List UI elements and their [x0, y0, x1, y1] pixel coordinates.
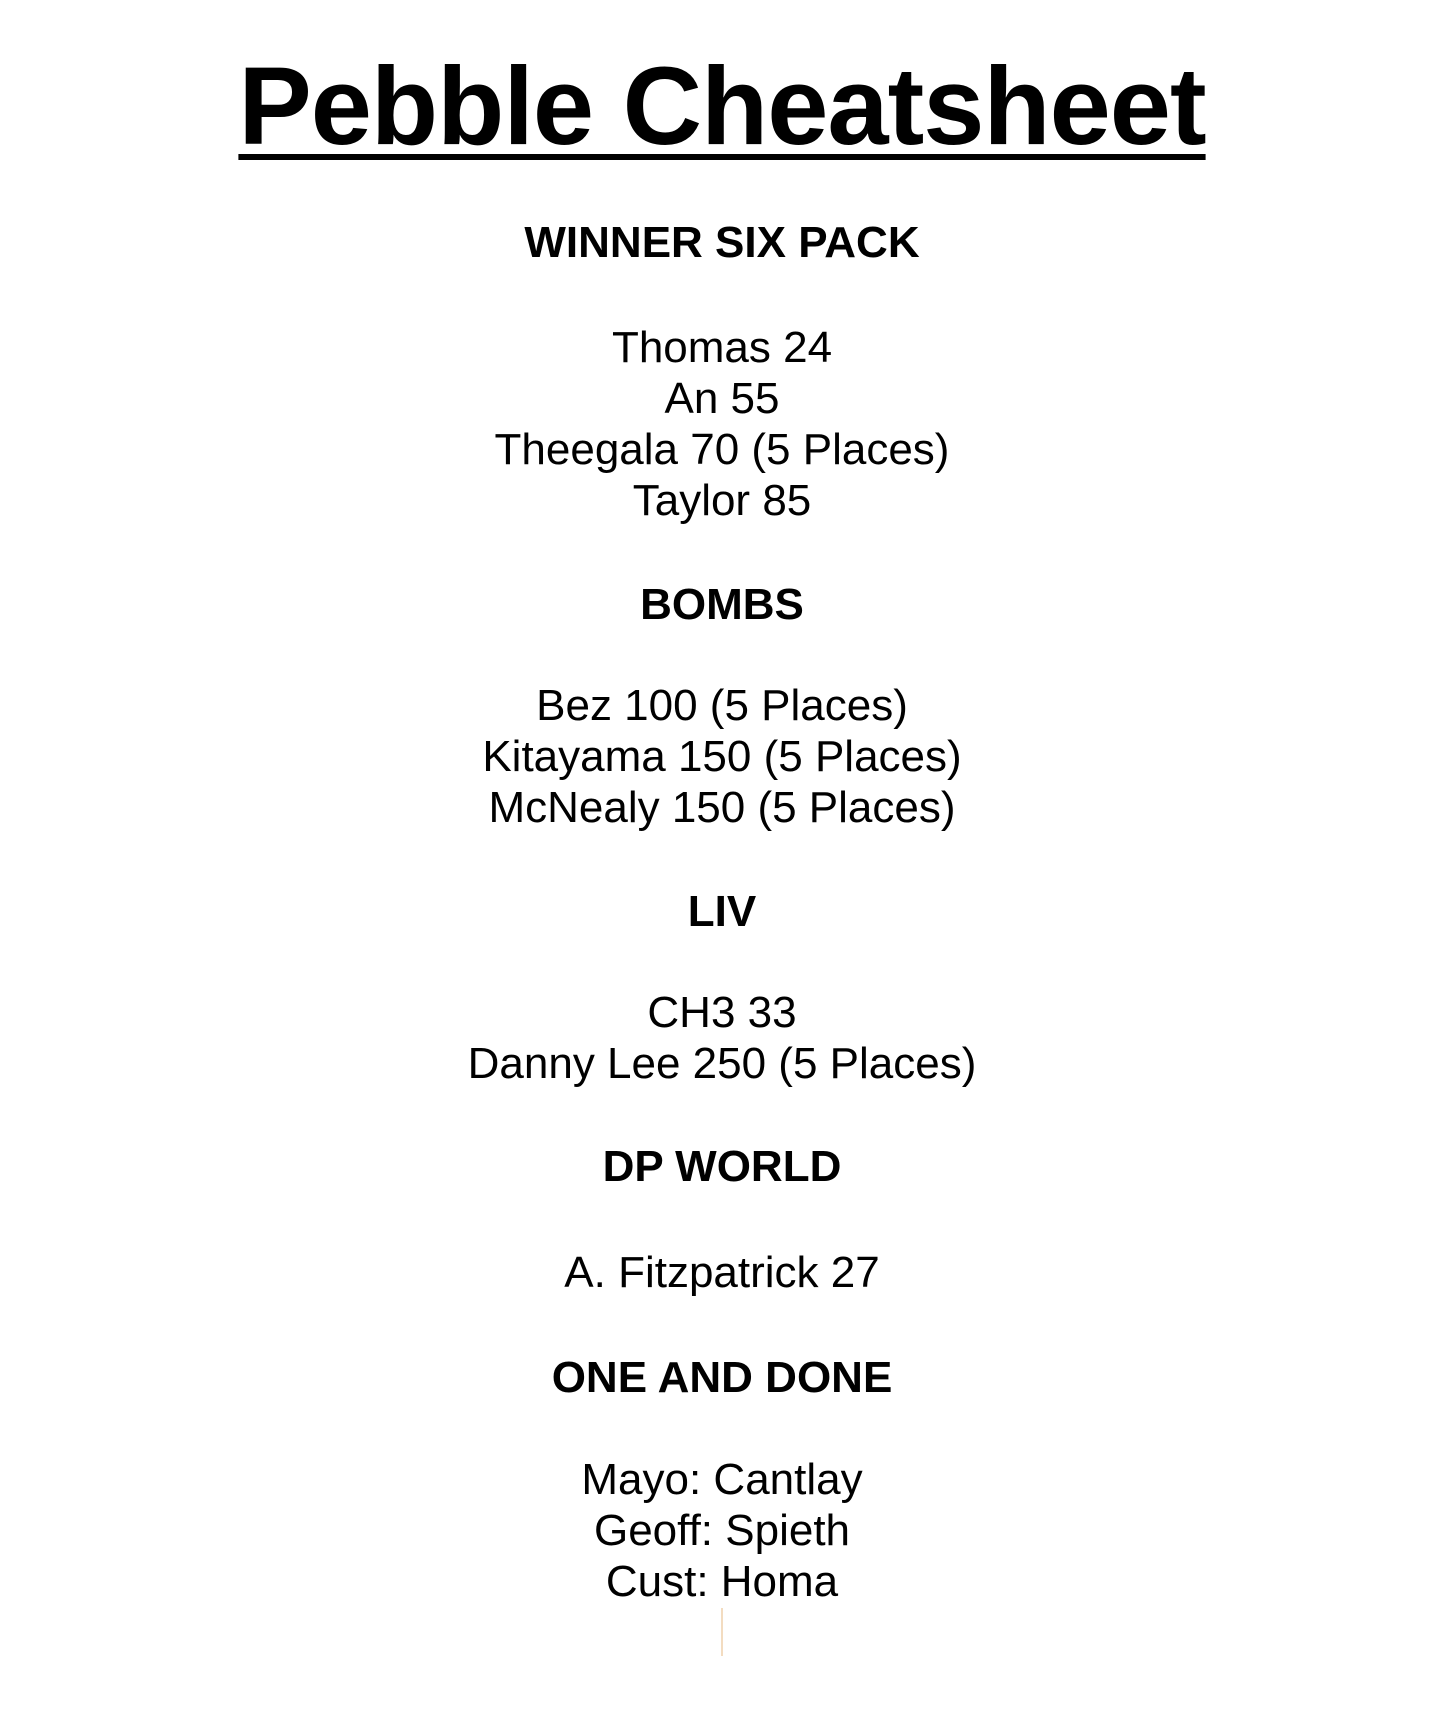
list-item: Theegala 70 (5 Places) [494, 425, 950, 474]
section-list-winner-six-pack [0, 322, 1444, 526]
section-list-liv [0, 987, 1444, 1089]
list-item: Mayo: Cantlay [581, 1455, 863, 1504]
section-heading-one-and-done: ONE AND DONE [551, 1353, 893, 1402]
list-item: CH3 33 [647, 988, 797, 1037]
page-title-text: Pebble Cheatsheet [238, 45, 1206, 168]
list-item: Bez 100 (5 Places) [536, 681, 908, 730]
list-item: Kitayama 150 (5 Places) [482, 732, 962, 781]
text-cursor [721, 1608, 723, 1656]
list-item: A. Fitzpatrick 27 [564, 1248, 880, 1297]
list-item: McNealy 150 (5 Places) [488, 783, 956, 832]
section-list-one-and-done [0, 1454, 1444, 1607]
section-list-bombs [0, 680, 1444, 833]
list-item: Cust: Homa [605, 1557, 839, 1606]
section-list-dp-world [0, 1247, 1444, 1298]
section-heading-bombs: BOMBS [640, 580, 804, 629]
section-heading-dp-world: DP WORLD [602, 1142, 842, 1191]
section-heading-winner-six-pack: WINNER SIX PACK [524, 218, 920, 267]
list-item: An 55 [664, 374, 780, 423]
list-item: Thomas 24 [611, 323, 833, 372]
list-item: Danny Lee 250 (5 Places) [467, 1039, 977, 1088]
section-heading-liv: LIV [687, 887, 757, 936]
page-title [0, 42, 1444, 172]
list-item: Geoff: Spieth [593, 1506, 851, 1555]
list-item: Taylor 85 [632, 476, 812, 525]
